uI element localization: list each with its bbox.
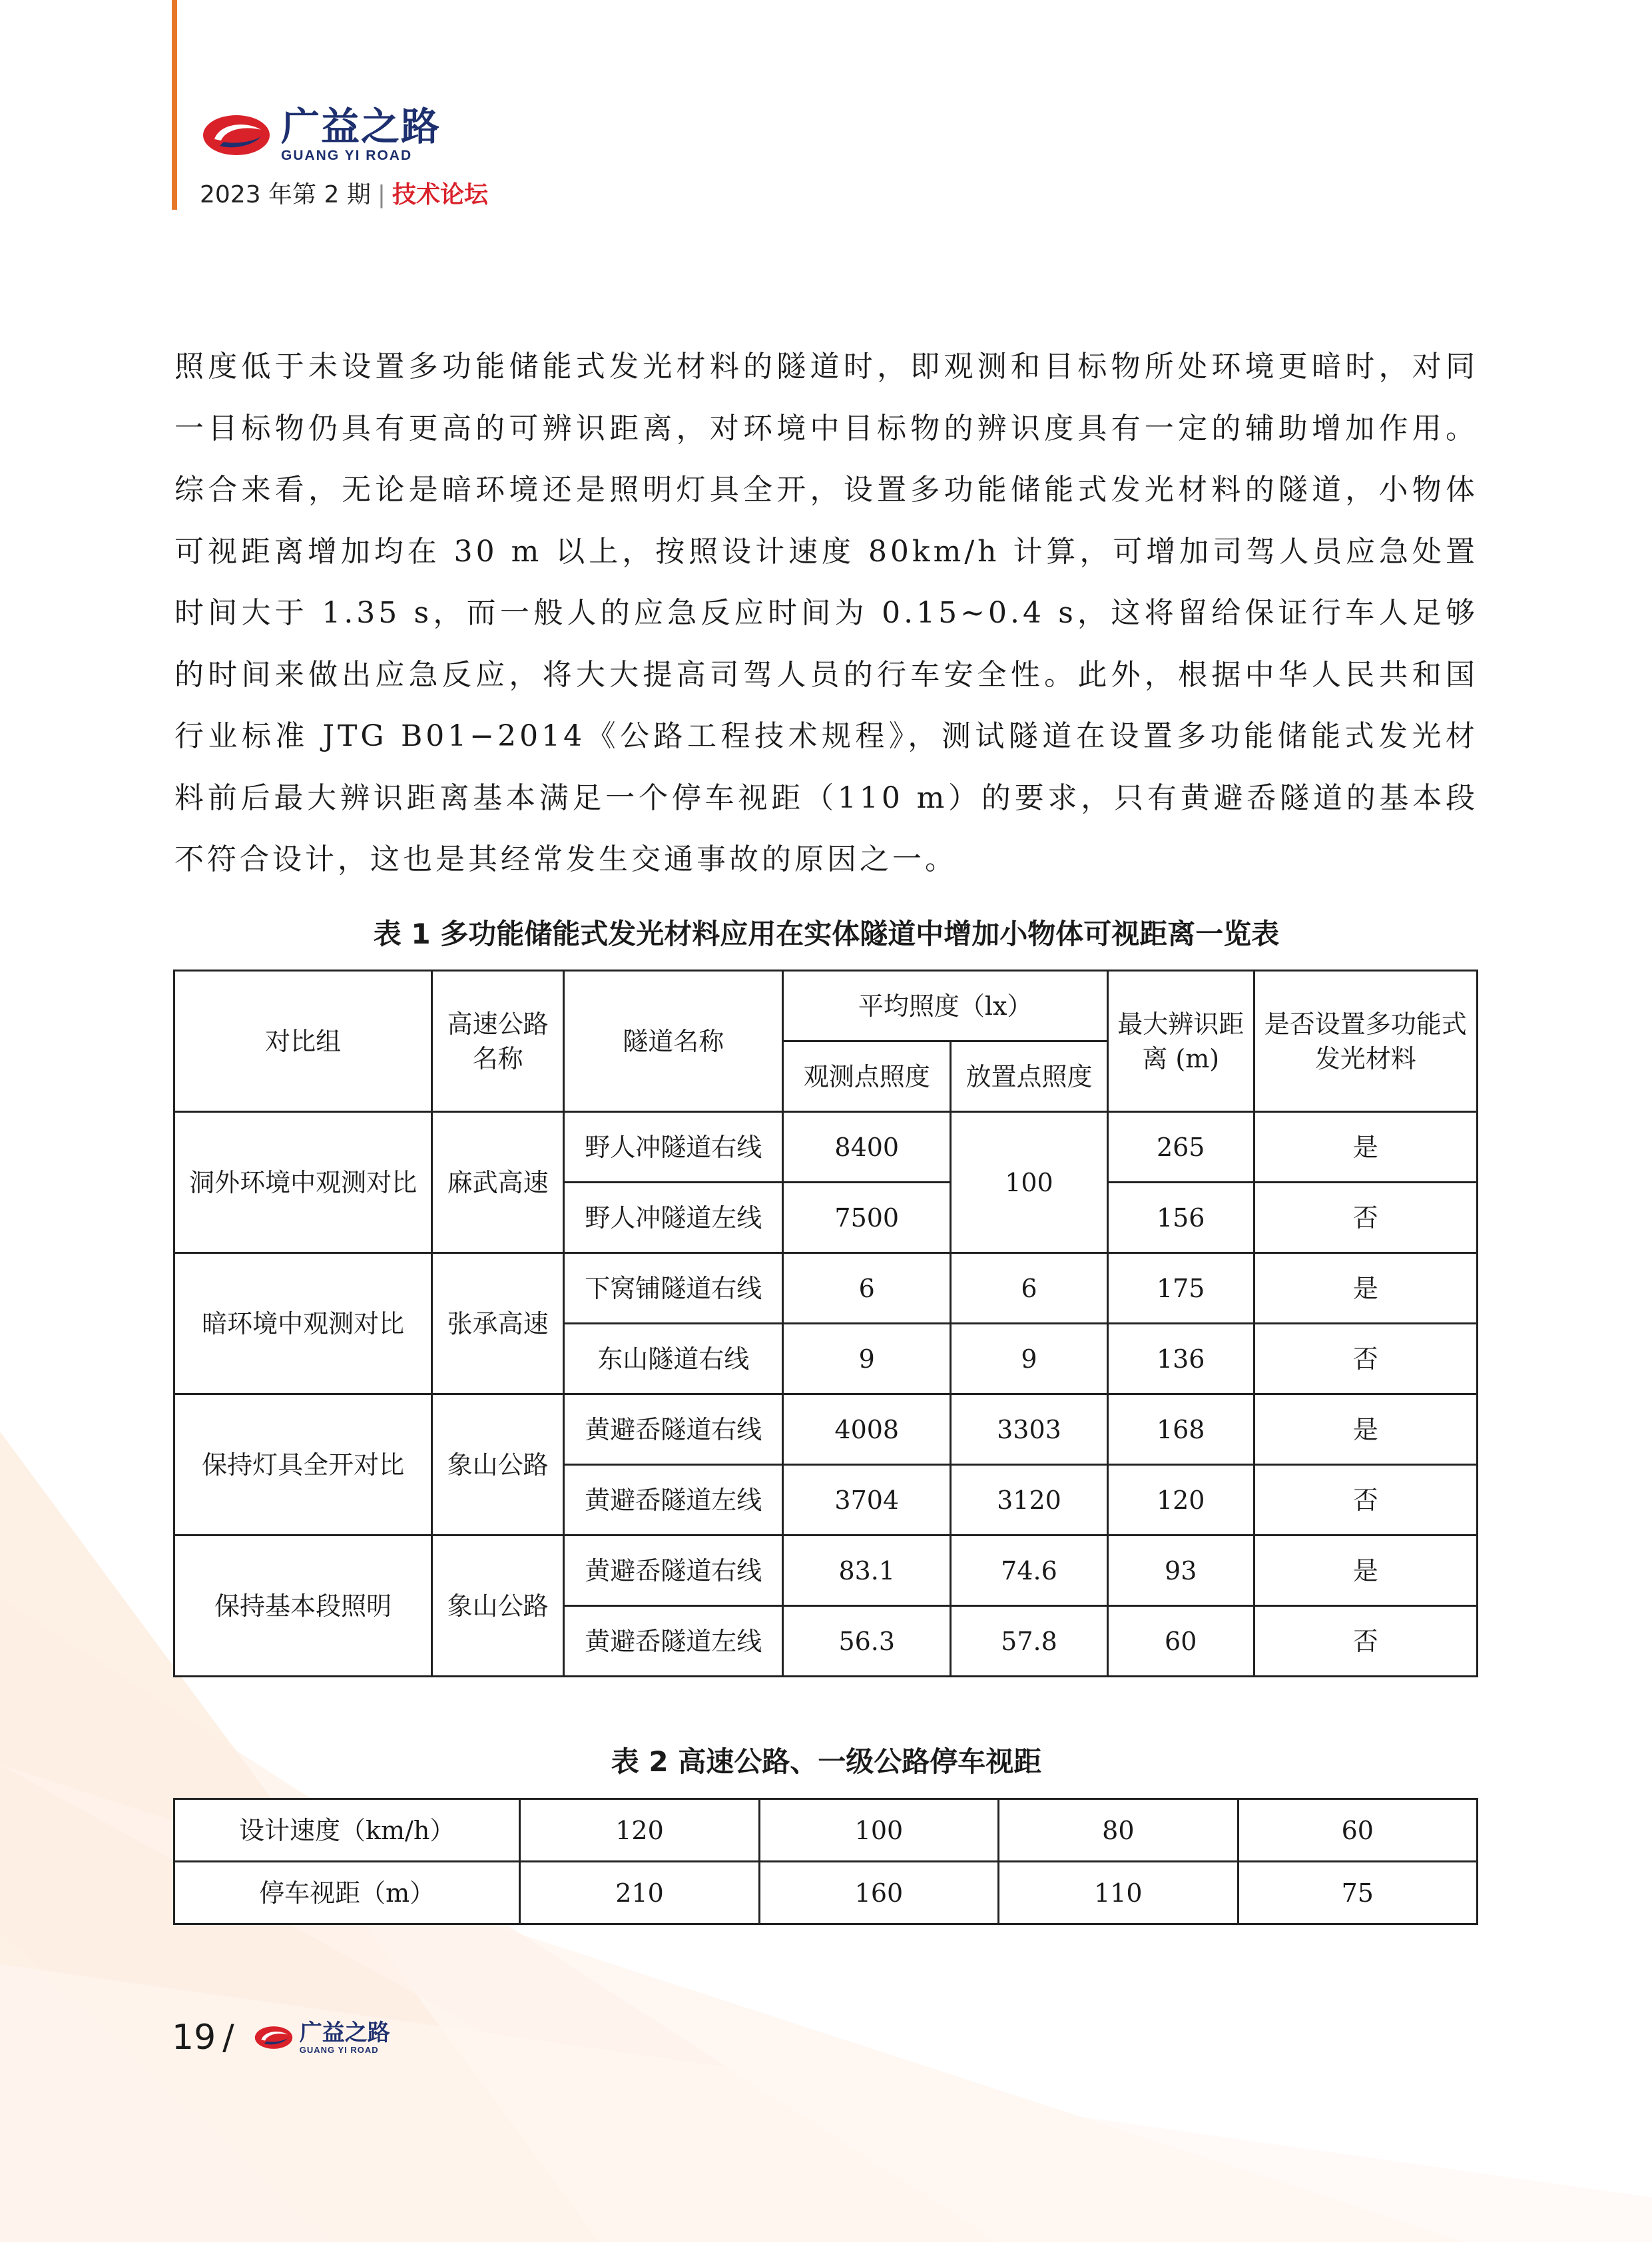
table-row — [174, 1799, 1478, 1862]
highway-name: 麻武高速 — [432, 1112, 564, 1253]
table-row — [174, 1253, 1478, 1324]
speed-value: 60 — [1238, 1799, 1477, 1862]
material-value: 是 — [1254, 1394, 1477, 1465]
material-value: 是 — [1254, 1112, 1477, 1183]
place-value: 3120 — [951, 1465, 1108, 1536]
material-value: 是 — [1254, 1253, 1477, 1324]
material-value: 否 — [1254, 1183, 1477, 1253]
stopping-distance-value: 75 — [1238, 1862, 1477, 1924]
highway-name: 象山公路 — [432, 1394, 564, 1536]
group-name: 暗环境中观测对比 — [174, 1253, 432, 1394]
table2-caption: 表 2 高速公路、一级公路停车视距 — [611, 1745, 1042, 1778]
distance-value: 168 — [1107, 1394, 1254, 1465]
stopping-distance-value: 160 — [759, 1862, 998, 1924]
place-value: 74.6 — [951, 1536, 1108, 1606]
highway-name: 张承高速 — [432, 1253, 564, 1394]
tunnel-name: 野人冲隧道右线 — [563, 1112, 782, 1183]
speed-value: 100 — [759, 1799, 998, 1862]
material-value: 否 — [1254, 1465, 1477, 1536]
table-1 — [173, 970, 1478, 1677]
table-row — [174, 1112, 1478, 1183]
brand-logo-icon — [200, 109, 273, 162]
issue-line — [200, 176, 488, 210]
brand-logo — [200, 104, 441, 164]
obs-value: 8400 — [783, 1112, 951, 1183]
table-row — [174, 1862, 1478, 1924]
header-tunnel: 隧道名称 — [563, 971, 782, 1112]
group-name: 保持灯具全开对比 — [174, 1394, 432, 1536]
header-accent-line — [172, 0, 177, 210]
highway-name: 象山公路 — [432, 1536, 564, 1677]
issue-separator: | — [377, 181, 386, 208]
column-name: 技术论坛 — [392, 181, 489, 208]
distance-value: 175 — [1107, 1253, 1254, 1324]
tunnel-name: 黄避岙隧道左线 — [563, 1606, 782, 1677]
obs-value: 3704 — [783, 1465, 951, 1536]
place-value: 100 — [951, 1112, 1108, 1253]
obs-value: 83.1 — [783, 1536, 951, 1606]
footer-logo — [253, 2021, 390, 2055]
obs-value: 9 — [783, 1324, 951, 1394]
body-paragraph: 照度低于未设置多功能储能式发光材料的隧道时，即观测和目标物所处环境更暗时，对同一目标物仍具有更高的可辨识距离，对环境中目标物的辨识度具有一定的辅助增加作用。综合来看，无论是暗环境还是照明灯具全开，设置多功能储能式发光材料的隧道，小物体可视距离增加均在 30 m 以上，按照设计速度 80km/h 计算，可增加司驾人员应急处置时间大于 1.35 s，而一般人的应急反应时间为 0.15~0.4 s，这将留给保证行车人足够的时间来做出应急反应，将大大提高司驾人员的行车安全性。此外，根据中华人民共和国行业标准 JTG B01−2014《公路工程技术规程》，测试隧道在设置多功能储能式发光材料前后最大辨识距离基本满足一个停车视距（110 m）的要求，只有黄避岙隧道的基本段不符合设计，这也是其经常发生交通事故的原因之一。 — [174, 350, 1478, 876]
footer-brand-cn: 广益之路 — [299, 2019, 390, 2046]
distance-label: 停车视距（m） — [174, 1862, 520, 1924]
distance-value: 156 — [1107, 1183, 1254, 1253]
speed-value: 120 — [520, 1799, 759, 1862]
obs-value: 4008 — [783, 1394, 951, 1465]
distance-value: 136 — [1107, 1324, 1254, 1394]
table-2 — [173, 1798, 1478, 1925]
tunnel-name: 黄避岙隧道右线 — [563, 1394, 782, 1465]
header-obs-point: 观测点照度 — [783, 1041, 951, 1112]
header-max-distance: 最大辨识距离 (m) — [1107, 971, 1254, 1112]
tunnel-name: 东山隧道右线 — [563, 1324, 782, 1394]
place-value: 57.8 — [951, 1606, 1108, 1677]
distance-value: 60 — [1107, 1606, 1254, 1677]
tunnel-name: 下窝铺隧道右线 — [563, 1253, 782, 1324]
group-name: 洞外环境中观测对比 — [174, 1112, 432, 1253]
tunnel-name: 黄避岙隧道右线 — [563, 1536, 782, 1606]
page-footer — [172, 2018, 390, 2058]
place-value: 3303 — [951, 1394, 1108, 1465]
header-place-point: 放置点照度 — [951, 1041, 1108, 1112]
table1-caption: 表 1 多功能储能式发光材料应用在实体隧道中增加小物体可视距离一览表 — [373, 918, 1280, 950]
stopping-distance-value: 210 — [520, 1862, 759, 1924]
place-value: 9 — [951, 1324, 1108, 1394]
table-row — [174, 1394, 1478, 1465]
stopping-distance-value: 110 — [999, 1862, 1238, 1924]
header-group: 对比组 — [174, 971, 432, 1112]
distance-value: 93 — [1107, 1536, 1254, 1606]
material-value: 否 — [1254, 1324, 1477, 1394]
group-name: 保持基本段照明 — [174, 1536, 432, 1677]
brand-name-cn: 广益之路 — [281, 104, 441, 149]
distance-value: 265 — [1107, 1112, 1254, 1183]
footer-logo-icon — [253, 2022, 294, 2053]
obs-value: 7500 — [783, 1183, 951, 1253]
table-row — [174, 1536, 1478, 1606]
distance-value: 120 — [1107, 1465, 1254, 1536]
tunnel-name: 野人冲隧道左线 — [563, 1183, 782, 1253]
place-value: 6 — [951, 1253, 1108, 1324]
brand-name-en: GUANG YI ROAD — [281, 148, 413, 163]
speed-label: 设计速度（km/h） — [174, 1799, 520, 1862]
speed-value: 80 — [999, 1799, 1238, 1862]
issue-number: 2023 年第 2 期 — [200, 181, 371, 208]
header-avg-illuminance: 平均照度（lx） — [783, 971, 1107, 1041]
obs-value: 56.3 — [783, 1606, 951, 1677]
footer-brand-en: GUANG YI ROAD — [299, 2044, 379, 2055]
material-value: 是 — [1254, 1536, 1477, 1606]
header-highway: 高速公路名称 — [432, 971, 564, 1112]
page-slash: / — [222, 2018, 234, 2058]
tunnel-name: 黄避岙隧道左线 — [563, 1465, 782, 1536]
page-number: 19 — [172, 2018, 216, 2058]
material-value: 否 — [1254, 1606, 1477, 1677]
obs-value: 6 — [783, 1253, 951, 1324]
header-material: 是否设置多功能式发光材料 — [1254, 971, 1477, 1112]
